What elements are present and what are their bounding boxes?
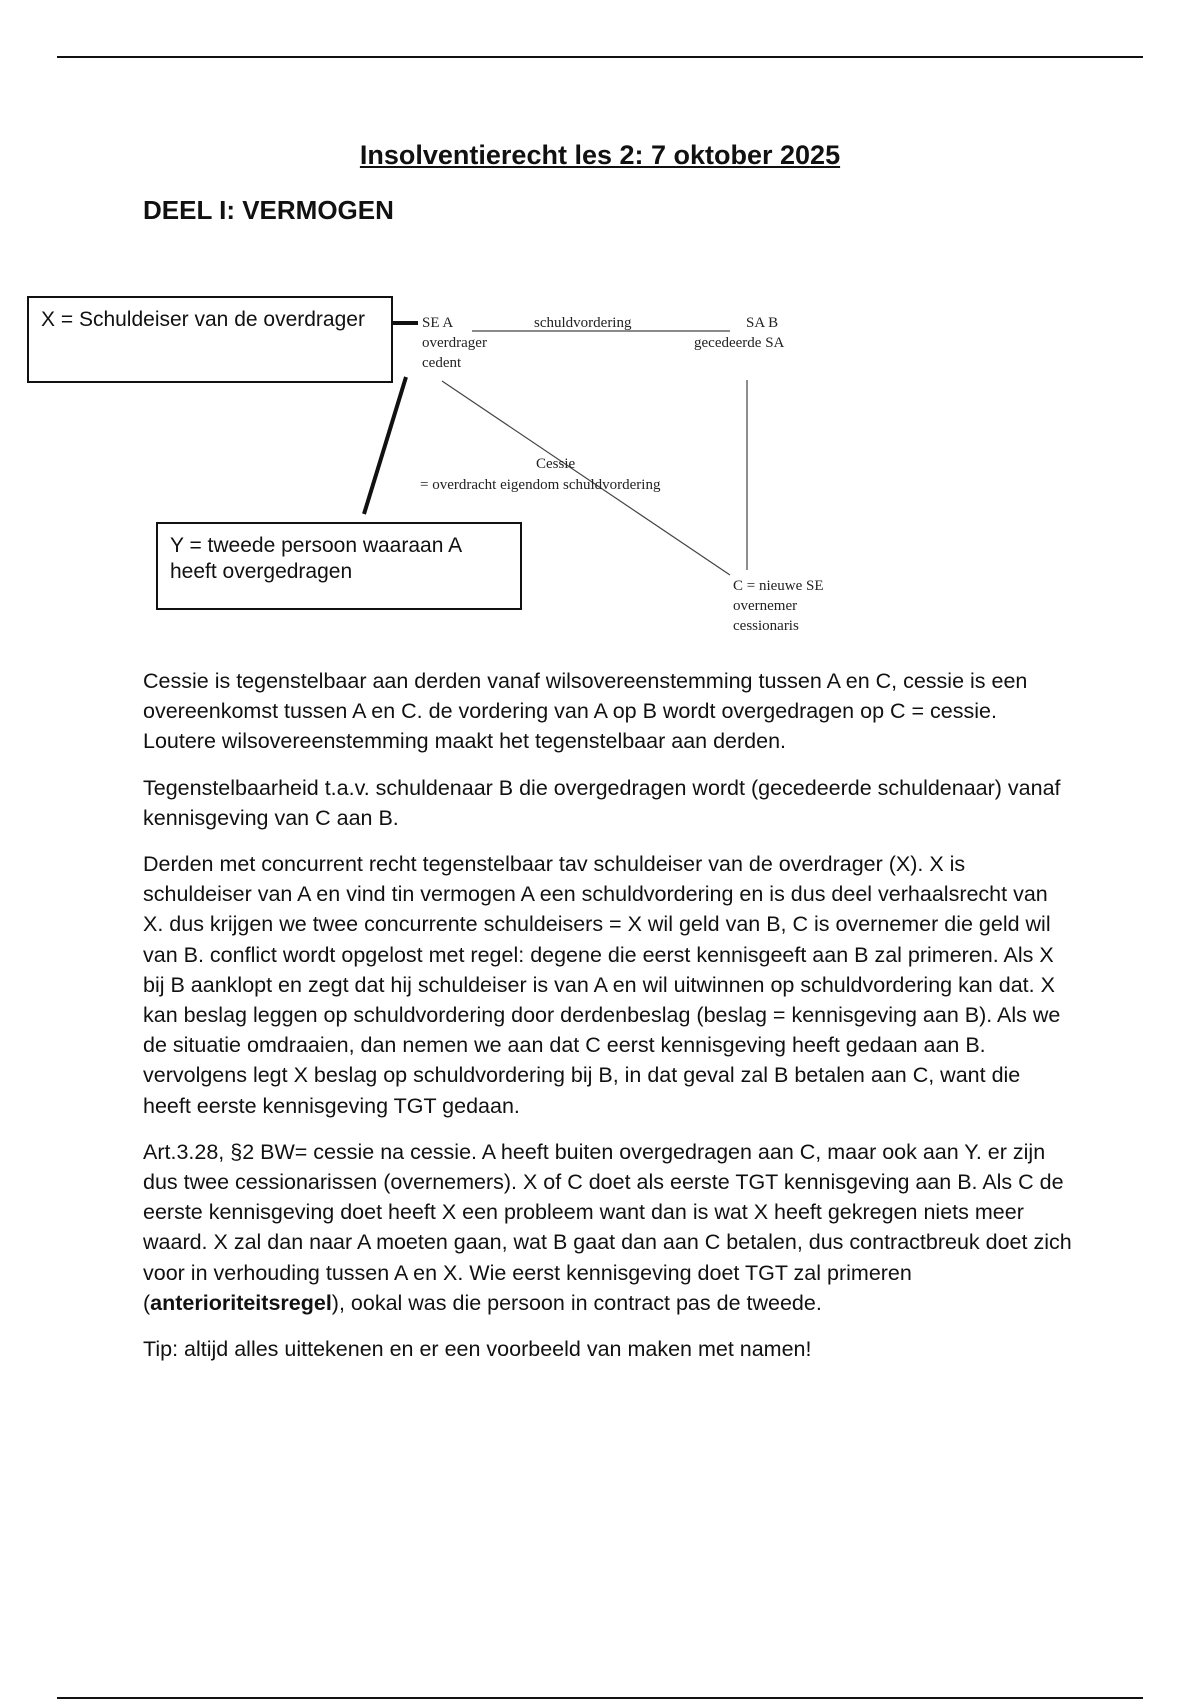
document-title: Insolventierecht les 2: 7 oktober 2025 — [359, 140, 841, 170]
paragraph-5-tip: Tip: altijd alles uittekenen en er een voorbeeld van maken met namen! — [143, 1337, 812, 1362]
box-x-creditor: X = Schuldeiser van de overdrager — [27, 296, 393, 383]
node-a-title: SE A — [422, 315, 454, 331]
node-a-role: overdrager — [422, 335, 487, 351]
paragraph-2: Tegenstelbaarheid t.a.v. schuldenaar B die overgedragen wordt (gecedeerde schuldenaar) vanaf kennisgeving van C aan B. — [143, 775, 1061, 830]
node-a-role-2: cedent — [422, 355, 462, 371]
edge-ab-label: schuldvordering — [534, 315, 632, 331]
section-heading: DEEL I: VERMOGEN — [143, 195, 394, 225]
body-text — [143, 666, 1073, 1380]
edge-ac-label: Cessie — [536, 456, 576, 472]
footer-rule — [57, 1697, 1143, 1699]
paragraph-4-text: Art.3.28, §2 BW= cessie na cessie. A heeft buiten overgedragen aan C, maar ook aan Y. er zijn dus twee cessionarissen (overnemers). X of C doet als eerste TGT kennisgeving aan B. Als C de eerste kennisgeving doet heeft X een probleem want dan is wat X heeft gekregen niets meer waard. X zal dan naar A moeten gaan, wat B gaat dan aan C betalen, dus contractbreuk doet zich voor in verhouding tussen A en X. Wie eerst kennisgeving doet TGT zal primeren ( — [143, 1139, 1072, 1315]
node-c-role: overnemer — [733, 598, 798, 614]
paragraph-4 — [143, 1137, 1073, 1318]
node-b-title: SA B — [746, 315, 779, 331]
anterioriteitsregel-term: anterioriteitsregel — [150, 1290, 332, 1315]
paragraph-4-text-end: ), ookal was die persoon in contract pas de tweede. — [331, 1290, 822, 1315]
edge-ac-description: = overdracht eigendom schuldvordering — [420, 477, 661, 493]
y-connector-line — [364, 377, 406, 514]
node-c-title: C = nieuwe SE — [733, 578, 824, 594]
node-c-role-2: cessionaris — [733, 618, 799, 634]
paragraph-1: Cessie is tegenstelbaar aan derden vanaf wilsovereenstemming tussen A en C, cessie is een overeenkomst tussen A en C. de vordering van A op B wordt overgedragen op C = cessie. Loutere wilsovereenstemming maakt het tegenstelbaar aan derden. — [143, 669, 1028, 754]
paragraph-3: Derden met concurrent recht tegenstelbaar tav schuldeiser van de overdrager (X). X is schuldeiser van A en vind tin vermogen A een schuldvordering en is dus deel verhaalsrecht van X. dus krijgen we twee concurrente schuldeisers = X wil geld van B, C is overnemer die geld wil van B. conflict wordt opgelost met regel: degene die eerst kennisgeeft aan B zal primeren. Als X bij B aanklopt en zegt dat hij schuldeiser is van A en wil uitwinnen op schuldvordering kan dat. X kan beslag leggen op schuldvordering door derdenbeslag (beslag = kennisgeving aan B). Als we de situatie omdraaien, dan nemen we aan dat C eerst kennisgeving heeft gedaan aan B. vervolgens legt X beslag op schuldvordering bij B, in dat geval zal B betalen aan C, want die heeft eerste kennisgeving TGT gedaan. — [143, 852, 1061, 1118]
box-y-second-person: Y = tweede persoon waaraan A heeft overgedragen — [156, 522, 522, 610]
node-b-role: gecedeerde SA — [694, 335, 785, 351]
